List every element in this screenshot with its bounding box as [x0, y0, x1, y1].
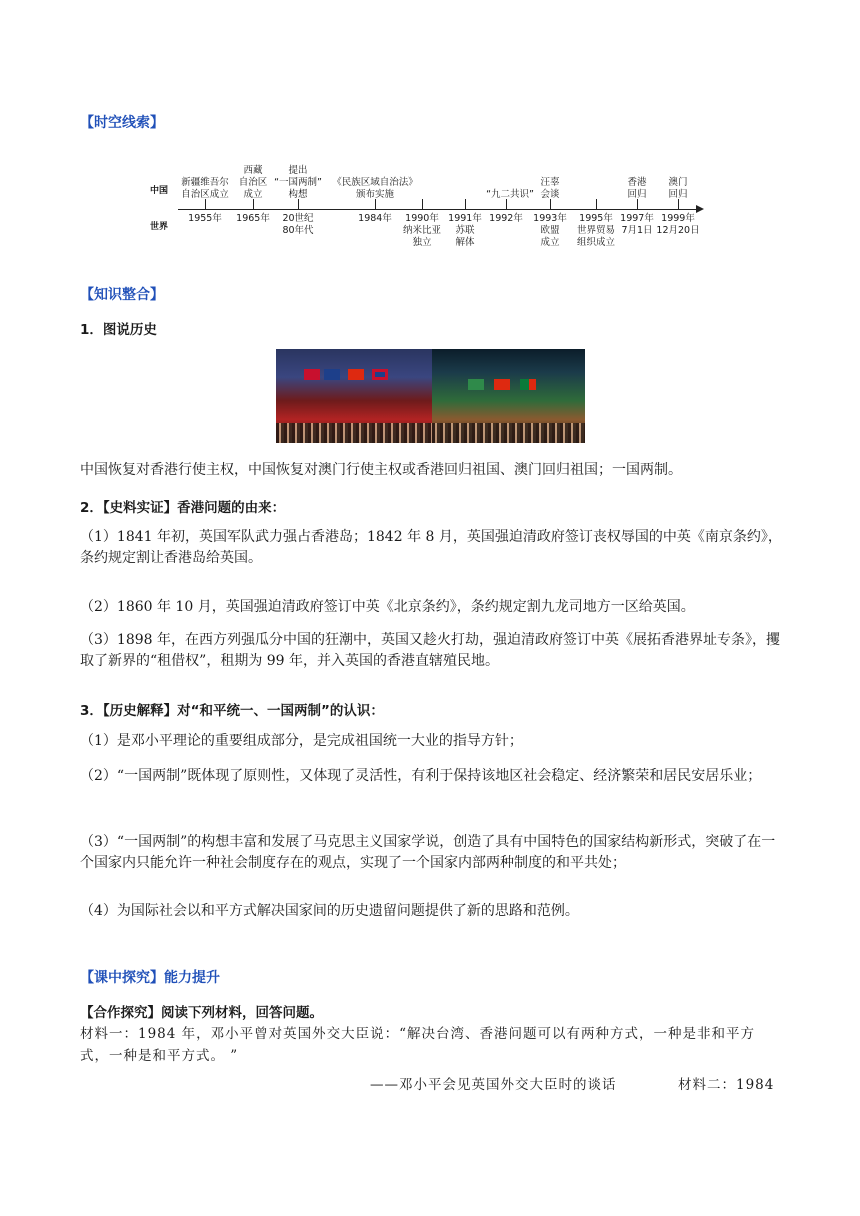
integration-heading: 【知识整合】	[80, 287, 164, 303]
timeline-year-1990: 1990年 纳米比亚 独立	[402, 213, 442, 248]
flag-icon	[494, 379, 510, 390]
timeline	[150, 145, 710, 265]
timeline-heading: 【时空线索】	[80, 115, 164, 131]
timeline-year-1997: 1997年 7月1日	[620, 213, 654, 236]
timeline-year-1965: 1965年	[236, 213, 270, 224]
inquiry-heading-text: 能力提升	[164, 970, 220, 986]
timeline-year-1993: 1993年 欧盟 成立	[533, 213, 567, 248]
inquiry-heading-bracket: 【课中探究】	[80, 970, 164, 986]
material-one: 材料一：1984 年，邓小平曾对英国外交大臣说：“解决台湾、香港问题可以有两种方式，一种是非和平方式，一种是和平方式。 ”	[80, 1026, 756, 1064]
timeline-event-wang-gu-talks: 汪辜 会谈	[540, 177, 560, 201]
timeline-tick	[465, 199, 466, 209]
timeline-row-world: 世界	[150, 222, 169, 232]
material-one-source: ——邓小平会见英国外交大臣时的谈话	[370, 1077, 617, 1093]
flag-icon	[520, 379, 536, 390]
timeline-tick	[422, 199, 423, 209]
item-1-answer: 中国恢复对香港行使主权，中国恢复对澳门行使主权或香港回归祖国、澳门回归祖国；一国两制。	[80, 462, 682, 478]
timeline-event-macau-return: 澳门 回归	[668, 177, 688, 201]
item-3-point-2: （2）“一国两制”既体现了原则性，又体现了灵活性，有利于保持该地区社会稳定、经济繁荣和居民安居乐业；	[80, 768, 762, 784]
timeline-axis	[178, 209, 698, 210]
flag-icon	[348, 369, 364, 380]
timeline-event-1992-consensus: “九二共识”	[486, 189, 534, 201]
timeline-year-1955: 1955年	[188, 213, 222, 224]
timeline-year-1984: 1984年	[358, 213, 392, 224]
timeline-year-1992: 1992年	[489, 213, 523, 224]
timeline-tick	[596, 199, 597, 209]
item-2-point-1: （1）1841 年初，英国军队武力强占香港岛；1842 年 8 月，英国强迫清政府签订丧权辱国的中英《南京条约》，条约规定割让香港岛给英国。	[80, 529, 782, 566]
hk-handover-photo	[276, 349, 432, 443]
timeline-year-1999: 1999年 12月20日	[656, 213, 700, 236]
timeline-row-china: 中国	[150, 186, 169, 196]
inquiry-heading	[80, 967, 220, 987]
item-3-point-4: （4）为国际社会以和平方式解决国家间的历史遗留问题提供了新的思路和范例。	[80, 903, 579, 919]
cooperative-inquiry-label: 【合作探究】阅读下列材料，回答问题。	[80, 1005, 323, 1021]
item-1-heading: 1．图说历史	[80, 322, 157, 338]
item-2-heading: 2．【史料实证】香港问题的由来：	[80, 500, 286, 516]
timeline-event-hk-return: 香港 回归	[627, 177, 647, 201]
item-3-heading: 3．【历史解释】对“和平统一、一国两制”的认识：	[80, 703, 384, 719]
flag-icon	[324, 369, 340, 380]
timeline-year-1995: 1995年 世界贸易 组织成立	[576, 213, 616, 248]
timeline-event-xinjiang: 新疆维吾尔 自治区成立	[181, 177, 229, 201]
flag-icon	[372, 369, 388, 380]
item-2-point-2: （2）1860 年 10 月，英国强迫清政府签订中英《北京条约》，条约规定割九龙司地方一区给英国。	[80, 599, 695, 615]
material-two-start: 材料二：1984	[678, 1077, 775, 1093]
flag-icon	[304, 369, 320, 380]
item-2-point-3: （3）1898 年，在西方列强瓜分中国的狂潮中，英国又趁火打劫，强迫清政府签订中英《展拓香港界址专条》，攫取了新界的“租借权”，租期为 99 年，并入英国的香港直辖殖民地。	[80, 632, 780, 669]
macau-handover-photo	[432, 349, 585, 443]
timeline-event-autonomy-law: 《民族区域自治法》 颁布实施	[332, 177, 418, 201]
item-3-point-3: （3）“一国两制”的构想丰富和发展了马克思主义国家学说，创造了具有中国特色的国家结构新形式，突破了在一个国家内只能允许一种社会制度存在的观点，实现了一个国家内部两种制度的和平共处；	[80, 834, 776, 871]
timeline-event-tibet: 西藏 自治区 成立	[238, 165, 268, 201]
handover-photos	[276, 349, 585, 443]
timeline-year-1991: 1991年 苏联 解体	[448, 213, 482, 248]
timeline-arrow-icon	[696, 205, 704, 213]
item-3-point-1: （1）是邓小平理论的重要组成部分，是完成祖国统一大业的指导方针；	[80, 733, 523, 749]
timeline-event-one-country-two-systems: 提出 “一国两制” 构想	[274, 165, 322, 201]
flag-icon	[468, 379, 484, 390]
timeline-year-1980s: 20世纪 80年代	[282, 213, 314, 236]
